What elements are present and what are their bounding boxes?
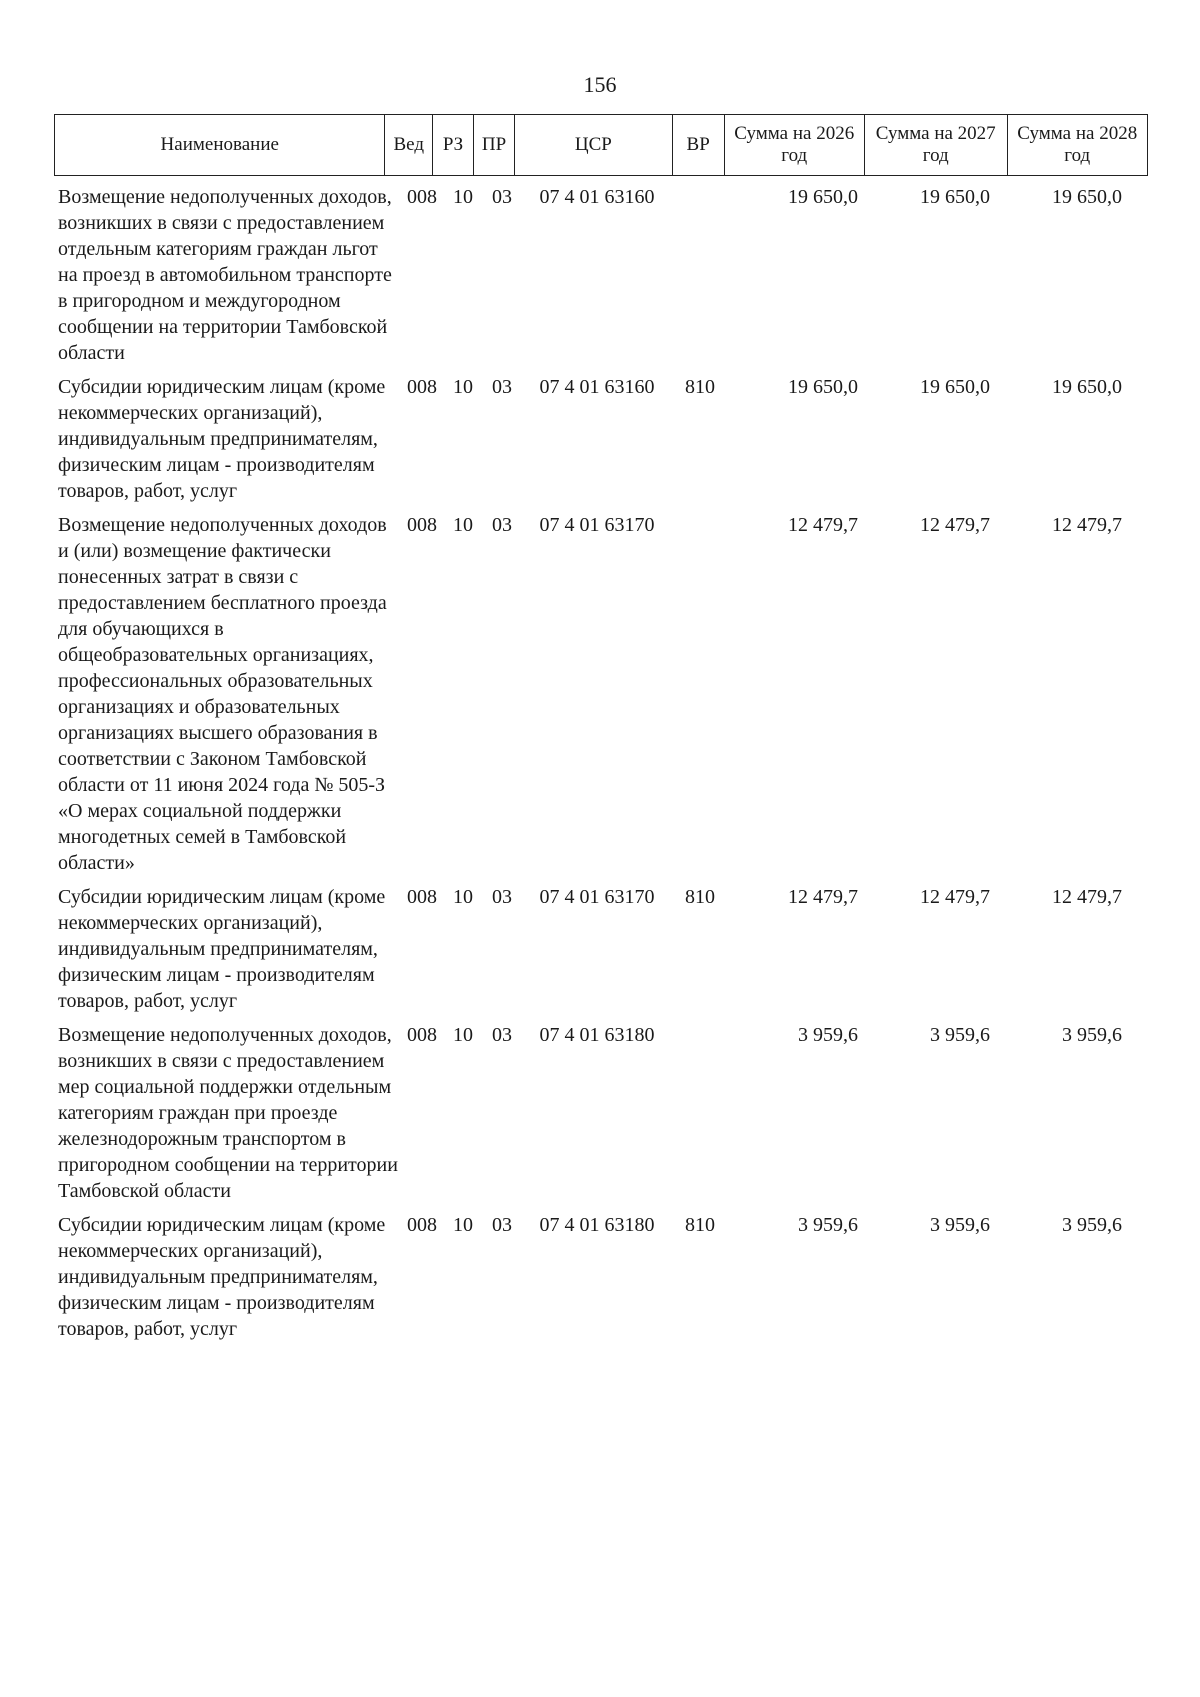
row-pr: 03 (492, 376, 512, 398)
row-rz: 10 (453, 886, 473, 908)
table-row (54, 374, 1154, 512)
header-name: Наименование (55, 115, 385, 176)
table-row (54, 1022, 1154, 1212)
row-pr: 03 (492, 186, 512, 208)
row-sum-2026: 12 479,7 (788, 886, 858, 908)
row-rz: 10 (453, 376, 473, 398)
row-sum-2027: 12 479,7 (920, 886, 990, 908)
row-vr: 810 (685, 886, 715, 908)
row-vr: 810 (685, 1214, 715, 1236)
row-csr: 07 4 01 63170 (539, 886, 655, 908)
row-rz: 10 (453, 514, 473, 536)
row-name: Субсидии юридическим лицам (кроме некоммерческих организаций), индивидуальным предпринимателям, физическим лицам - производителям товаров, работ, услуг (58, 886, 386, 1012)
row-name: Субсидии юридическим лицам (кроме некоммерческих организаций), индивидуальным предпринимателям, физическим лицам - производителям товаров, работ, услуг (58, 1214, 386, 1340)
header-rz: РЗ (433, 115, 474, 176)
table-row (54, 1212, 1154, 1350)
header-vr: ВР (672, 115, 724, 176)
row-csr: 07 4 01 63160 (539, 376, 655, 398)
row-sum-2028: 12 479,7 (1052, 886, 1122, 908)
row-name: Возмещение недополученных доходов, возникших в связи с предоставлением мер социальной поддержки отдельным категориям граждан при проезде железнодорожным транспортом в пригородном сообщении на территории Тамбовской области (58, 1024, 398, 1202)
row-sum-2027: 12 479,7 (920, 514, 990, 536)
table-row (54, 512, 1154, 884)
row-rz: 10 (453, 1214, 473, 1236)
row-name: Возмещение недополученных доходов, возникших в связи с предоставлением отдельным категориям граждан льгот на проезд в автомобильном транспорте в пригородном и междугородном сообщении на территории Тамбовской области (58, 186, 392, 364)
header-ved: Вед (385, 115, 433, 176)
row-pr: 03 (492, 514, 512, 536)
row-csr: 07 4 01 63180 (539, 1214, 655, 1236)
row-pr: 03 (492, 886, 512, 908)
table-header (54, 114, 1148, 176)
page-number: 156 (583, 72, 617, 97)
row-ved: 008 (407, 186, 437, 208)
row-sum-2027: 19 650,0 (920, 186, 990, 208)
header-sum-2028: Сумма на 2028 год (1007, 115, 1147, 176)
row-name: Субсидии юридическим лицам (кроме некоммерческих организаций), индивидуальным предпринимателям, физическим лицам - производителям товаров, работ, услуг (58, 376, 386, 502)
row-csr: 07 4 01 63180 (539, 1024, 655, 1046)
row-name: Возмещение недополученных доходов и (или) возмещение фактически понесенных затрат в связи с предоставлением бесплатного проезда для обучающихся в общеобразовательных организациях, профессиональных образовательных организациях и образовательных организациях высшего образования в соответствии с Законом Тамбовской области от 11 июня 2024 года № 505-З «О мерах социальной поддержки многодетных семей в Тамбовской области» (58, 514, 387, 874)
row-ved: 008 (407, 1024, 437, 1046)
row-sum-2026: 12 479,7 (788, 514, 858, 536)
row-sum-2027: 3 959,6 (930, 1214, 990, 1236)
table-body (54, 184, 1154, 1350)
row-sum-2028: 19 650,0 (1052, 376, 1122, 398)
row-sum-2028: 3 959,6 (1062, 1024, 1122, 1046)
row-sum-2026: 19 650,0 (788, 186, 858, 208)
header-sum-2027: Сумма на 2027 год (864, 115, 1007, 176)
table-row (54, 184, 1154, 374)
row-pr: 03 (492, 1024, 512, 1046)
row-pr: 03 (492, 1214, 512, 1236)
row-sum-2027: 3 959,6 (930, 1024, 990, 1046)
row-rz: 10 (453, 1024, 473, 1046)
table-row (54, 884, 1154, 1022)
header-csr: ЦСР (515, 115, 673, 176)
row-sum-2028: 19 650,0 (1052, 186, 1122, 208)
header-pr: ПР (474, 115, 515, 176)
row-sum-2028: 3 959,6 (1062, 1214, 1122, 1236)
row-sum-2026: 19 650,0 (788, 376, 858, 398)
row-vr: 810 (685, 376, 715, 398)
row-sum-2027: 19 650,0 (920, 376, 990, 398)
row-ved: 008 (407, 886, 437, 908)
row-csr: 07 4 01 63170 (539, 514, 655, 536)
row-ved: 008 (407, 1214, 437, 1236)
row-sum-2026: 3 959,6 (798, 1214, 858, 1236)
row-csr: 07 4 01 63160 (539, 186, 655, 208)
row-sum-2026: 3 959,6 (798, 1024, 858, 1046)
row-ved: 008 (407, 514, 437, 536)
row-sum-2028: 12 479,7 (1052, 514, 1122, 536)
row-rz: 10 (453, 186, 473, 208)
header-sum-2026: Сумма на 2026 год (724, 115, 864, 176)
row-ved: 008 (407, 376, 437, 398)
